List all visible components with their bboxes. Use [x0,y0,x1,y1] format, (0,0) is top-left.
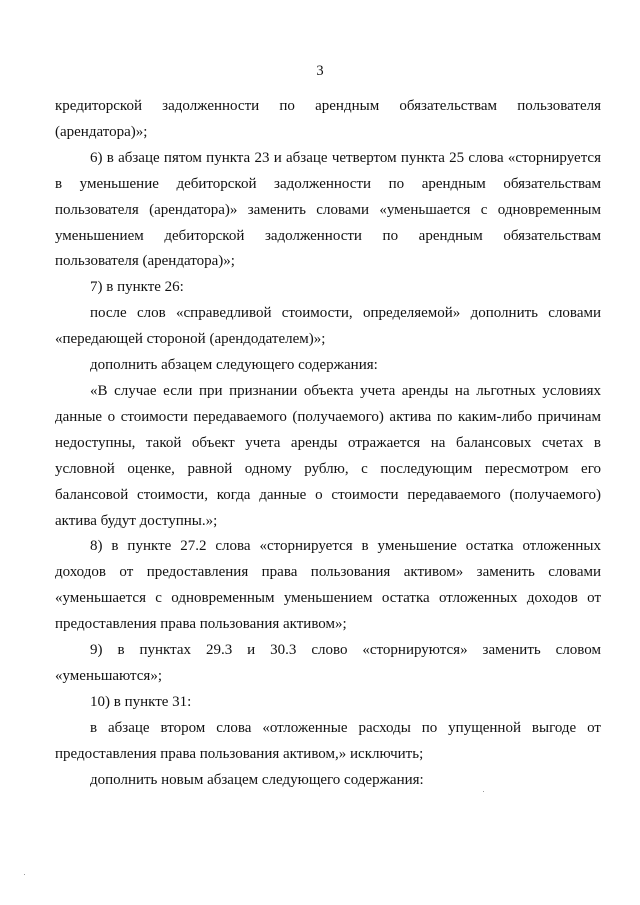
paragraph-item-10-amendment-2: дополнить новым абзацем следующего содержания: [90,771,424,788]
document-body [55,94,601,793]
paragraph-item-7: 7) в пункте 26: [90,279,184,296]
scan-speck [24,874,25,875]
paragraph-continuation: кредиторской задолженности по арендным обязательствам пользователя (арендатора)»; [55,98,601,140]
scan-speck [483,791,484,792]
page-number: 3 [316,63,324,79]
paragraph-item-10: 10) в пункте 31: [90,693,192,710]
paragraph-item-7-amendment-2: дополнить абзацем следующего содержания: [90,357,378,374]
paragraph-quoted-text: «В случае если при признании объекта учета аренды на льготных условиях данные о стоимости передаваемого (получаемого) актива по каким-либо причинам недоступны, такой объект учета аренды отражается на балансовых счетах в условной оценке, равной одному рублю, с последующим пересмотром его балансовой стоимости, когда данные о стоимости передаваемого (получаемого) актива будут доступны.»; [55,382,601,529]
paragraph-item-10-amendment-1: в абзаце втором слова «отложенные расходы по упущенной выгоде от предоставления права пользования активом,» исключить; [55,719,601,762]
paragraph-item-9: 9) в пунктах 29.3 и 30.3 слово «сторнируются» заменить словом «уменьшаются»; [55,642,601,684]
paragraph-item-8: 8) в пункте 27.2 слова «сторнируется в уменьшение остатка отложенных доходов от предоставления права пользования активом» заменить словами «уменьшается с одновременным уменьшением остатка отложенных доходов от предоставления права пользования активом»; [55,538,601,633]
paragraph-item-6: 6) в абзаце пятом пункта 23 и абзаце четвертом пункта 25 слова «сторнируется в уменьшение дебиторской задолженности по арендным обязательствам пользователя (арендатора)» заменить словами «уменьшается с одновременным уменьшением дебиторской задолженности по арендным обязательствам пользователя (арендатора)»; [55,149,601,270]
paragraph-item-7-amendment-1: после слов «справедливой стоимости, определяемой» дополнить словами «передающей стороной (арендодателем)»; [55,305,601,348]
